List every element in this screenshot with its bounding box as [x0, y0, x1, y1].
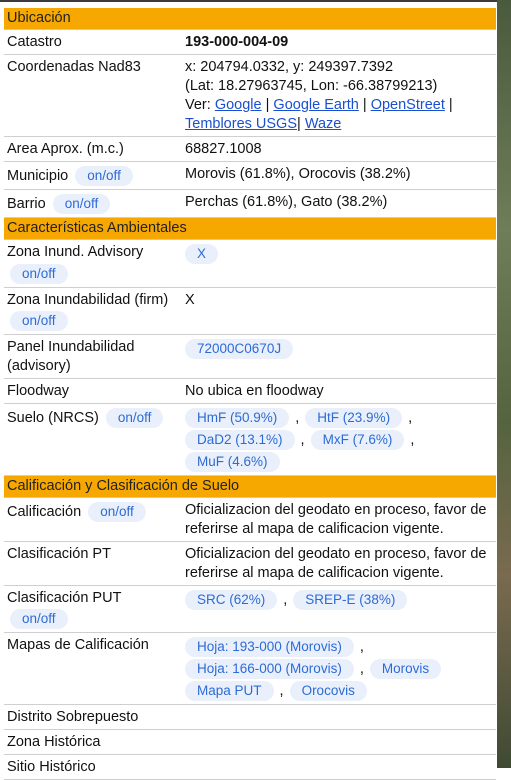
zona-firm-toggle-button[interactable]: on/off [10, 311, 68, 331]
row-floodway [4, 379, 496, 404]
municipio-toggle-button[interactable]: on/off [75, 166, 133, 186]
comma: , [359, 661, 364, 677]
view-links: Ver: Google | Google Earth | OpenStreet | [185, 97, 453, 113]
mapa-hoja-button[interactable]: Hoja: 166-000 (Morovis) [185, 659, 354, 679]
row-panel-inundabilidad [4, 335, 496, 379]
zona-firm-label: Zona Inundabilidad (firm) [7, 292, 169, 308]
google-link[interactable]: Google [214, 97, 262, 113]
mapa-orocovis-button[interactable]: Orocovis [290, 681, 367, 701]
area-value: 68827.1008 [185, 141, 262, 157]
distrito-label: Distrito Sobrepuesto [7, 709, 139, 725]
row-clasificacion-pt [4, 542, 496, 586]
openstreet-link[interactable]: OpenStreet [370, 97, 445, 113]
mapa-put-button[interactable]: Mapa PUT [185, 681, 274, 701]
zona-inund-value-button[interactable]: X [185, 244, 218, 264]
coordenadas-value [181, 58, 496, 134]
barrio-toggle-button[interactable]: on/off [53, 194, 111, 214]
zona-inund-toggle-button[interactable]: on/off [10, 264, 68, 284]
comma: , [279, 683, 284, 699]
catastro-value: 193-000-004-09 [185, 34, 289, 50]
comma: , [408, 410, 413, 426]
property-info-panel [4, 8, 496, 780]
section-header-calificacion: Calificación y Clasificación de Suelo [4, 476, 496, 498]
floodway-label: Floodway [7, 383, 70, 399]
zona-inund-label: Zona Inund. Advisory [7, 244, 144, 260]
clasificacion-pt-value: Oficializacion del geodato en proceso, favor de referirse al mapa de calificacion vigente. [185, 546, 487, 581]
comma: , [295, 410, 300, 426]
google-earth-link[interactable]: Google Earth [273, 97, 359, 113]
row-barrio [4, 190, 496, 218]
top-border [0, 0, 497, 2]
comma: , [300, 432, 305, 448]
municipio-cell [4, 165, 181, 187]
calificacion-cell [4, 501, 181, 539]
ver-label: Ver: [185, 97, 211, 113]
row-calificacion [4, 498, 496, 542]
calificacion-value: Oficializacion del geodato en proceso, favor de referirse al mapa de calificacion vigente. [185, 502, 487, 537]
panel-value-button[interactable]: 72000C0670J [185, 339, 293, 359]
municipio-label: Municipio [7, 168, 69, 184]
section-header-ubicacion: Ubicación [4, 8, 496, 30]
row-distrito-sobrepuesto [4, 705, 496, 730]
row-zona-inund-advisory [4, 240, 496, 288]
clasificacion-put-cell [4, 589, 181, 630]
area-label: Area Aprox. (m.c.) [7, 141, 124, 157]
barrio-cell [4, 193, 181, 215]
clasificacion-put-item-button[interactable]: SREP-E (38%) [293, 590, 407, 610]
suelo-values [181, 407, 496, 473]
clasificacion-put-item-button[interactable]: SRC (62%) [185, 590, 277, 610]
coordenadas-label: Coordenadas Nad83 [7, 59, 141, 75]
row-zona-historica [4, 730, 496, 755]
suelo-toggle-button[interactable]: on/off [106, 408, 164, 428]
zona-firm-value: X [185, 292, 195, 308]
municipio-value: Morovis (61.8%), Orocovis (38.2%) [185, 166, 411, 182]
row-catastro [4, 30, 496, 55]
row-clasificacion-put [4, 586, 496, 633]
mapa-morovis-button[interactable]: Morovis [370, 659, 441, 679]
suelo-cell [4, 407, 181, 473]
temblores-usgs-link[interactable]: Temblores USGS [185, 116, 298, 132]
row-area [4, 137, 496, 162]
zona-inund-cell [4, 243, 181, 285]
suelo-item-button[interactable]: HtF (23.9%) [305, 408, 402, 428]
clasificacion-put-values [181, 589, 496, 630]
waze-link[interactable]: Waze [304, 116, 342, 132]
mapas-label: Mapas de Calificación [7, 637, 149, 653]
sitio-historico-label: Sitio Histórico [7, 759, 96, 775]
panel-value-cell [181, 338, 496, 376]
mapa-hoja-button[interactable]: Hoja: 193-000 (Morovis) [185, 637, 354, 657]
row-mapas-calificacion [4, 633, 496, 705]
row-coordenadas [4, 55, 496, 137]
row-zona-firm [4, 288, 496, 335]
zona-firm-cell [4, 291, 181, 332]
clasificacion-put-label: Clasificación PUT [7, 590, 122, 606]
comma: , [410, 432, 415, 448]
barrio-value: Perchas (61.8%), Gato (38.2%) [185, 194, 388, 210]
suelo-item-button[interactable]: HmF (50.9%) [185, 408, 289, 428]
comma: , [359, 639, 364, 655]
calificacion-label: Calificación [7, 504, 82, 520]
comma: , [283, 592, 288, 608]
mapas-values [181, 636, 496, 702]
floodway-value: No ubica en floodway [185, 383, 324, 399]
coords-latlon: (Lat: 18.27963745, Lon: -66.38799213) [185, 78, 438, 94]
zona-historica-label: Zona Histórica [7, 734, 101, 750]
row-municipio [4, 162, 496, 190]
catastro-label: Catastro [7, 34, 62, 50]
section-header-ambientales: Características Ambientales [4, 218, 496, 240]
suelo-item-button[interactable]: MxF (7.6%) [311, 430, 405, 450]
zona-inund-value-cell [181, 243, 496, 285]
suelo-item-button[interactable]: MuF (4.6%) [185, 452, 280, 472]
suelo-label: Suelo (NRCS) [7, 410, 99, 426]
background-map-edge [497, 0, 511, 768]
calificacion-toggle-button[interactable]: on/off [88, 502, 146, 522]
coords-xy: x: 204794.0332, y: 249397.7392 [185, 59, 394, 75]
clasificacion-put-toggle-button[interactable]: on/off [10, 609, 68, 629]
barrio-label: Barrio [7, 196, 46, 212]
panel-label: Panel Inundabilidad (advisory) [7, 339, 135, 374]
suelo-item-button[interactable]: DaD2 (13.1%) [185, 430, 295, 450]
clasificacion-pt-label: Clasificación PT [7, 546, 111, 562]
row-suelo [4, 404, 496, 476]
view-links-2: Temblores USGS| Waze [185, 116, 342, 132]
